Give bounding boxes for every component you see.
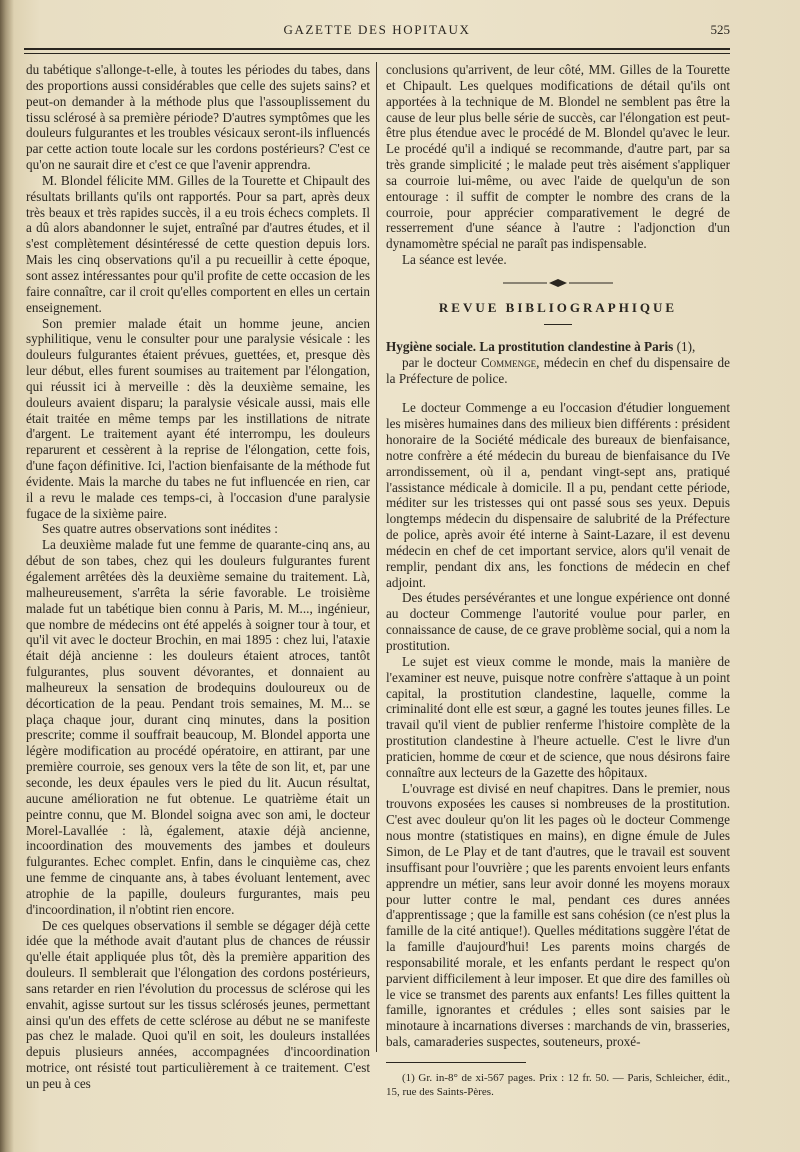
footnote-rule <box>386 1062 526 1063</box>
closing-line: La séance est levée. <box>402 252 507 268</box>
section-title: REVUE BIBLIOGRAPHIQUE <box>438 299 678 315</box>
paragraph: L'ouvrage est divisé en neuf chapitres. Dans le premier, nous trouvons exposées les causes si nombreuses de la prostitution. C'est avec douleur qu'on lit les pages où le docteur Commenge nous montre (statistiques en mains), en digne émule de Jules Simon, de Le Play et de tant d'autres, que le travail est souvent insuffisant pour l'ouvrière ; que les parents envoient leurs enfants apprendre un métier, sans leur avoir donné les moyens moraux pour lutter contre le mal, pendant ces dures années d'apprentissage ; que la famille est sans cohésion (ce n'est plus la famille de la cité antique!). Quelles méditations suggère l'état de la famille d'aujourd'hui! Les parents moins chargés de responsabilité morale, et les enfants perdant le respect qu'on parvient difficilement à leur imposer. Et que dire des familles où le vice se transmet des parents aux enfants! Les filles quittent la famille, ignorantes et crédules ; elles sont saisies par le minotaure à incarnations diverses : marchands de vin, brasseries, bals, camaraderies suspectes, souteneurs, proxé- <box>386 780 730 1050</box>
header-rule <box>24 48 730 50</box>
paragraph: Son premier malade était un homme jeune, ancien syphilitique, venu le consulter pour une paralysie vésicale : les douleurs fulgurantes étaient prévues, guettées, et, presque dès leur début, elles furent soumises au traitement par l'élongation, qui réussit ici à merveille : dès la deuxième semaine, les douleurs avaient disparu; la paralysie vésicale aussi, mais elle était traitée en même temps par les instillations de nitrate d'argent. Le traitement ayant été interrompu, les douleurs reparurent et cessèrent à la reprise de l'élongation, cette fois, d'une façon définitive. Ici, l'action bienfaisante de la méthode fut évidente. Mais la marche du tabes ne fut influencée en rien, car il a revu le malade ces temps-ci, à l'occasion d'une paralysie fugace de la sixième paire. <box>26 315 370 521</box>
book-spine-edge <box>0 0 14 1152</box>
left-column <box>26 62 370 1092</box>
right-column <box>386 62 730 1099</box>
author-name: Commenge <box>480 354 537 370</box>
header-rule-thin <box>24 53 730 54</box>
author-prefix: par le docteur <box>402 354 477 370</box>
footnote: (1) Gr. in-8° de xi-567 pages. Prix : 12 fr. 50. — Paris, Schleicher, édit., 15, rue des Saints-Pères. <box>386 1071 730 1098</box>
section-rule <box>544 324 572 325</box>
paragraph: La deuxième malade fut une femme de quarante-cinq ans, au début de son tabes, chez qui les douleurs fulgurantes furent également arrêtées dès la deuxième semaine du traitement. Là, malheureusement, s'arrêta la série favorable. Le troisième malade fut un tabétique bien connu à Paris, M. M..., ingénieur, que nombre de médecins ont été appelés à soigner tour à tour, et qu'il vit avec le docteur Brochin, en mai 1895 : chez lui, l'ataxie était déjà ancienne : les douleurs étaient atroces, tantôt fulgurantes, plus souvent dévorantes, et donnaient au malheureux la sensation de brodequins douloureux ou de décortication de la peau. Pendant trois semaines, M. M... se plaça chaque jour, durant cinq minutes, dans la position prescrite; comme il souffrait beaucoup, M. Blondel apporta une légère modification au procédé opératoire, en attirant, par une première courroie, ses genoux vers la tête de son lit, et, par une seconde, les deux épaules vers le pied du lit. Aucun résultat, aucune amélioration ne fut obtenue. Le quatrième était un peintre connu, que M. Blondel soigna avec son ami, le docteur Morel-Lavallée : là, également, ataxie déjà ancienne, incoordination des mouvements des jambes et douleurs fulgurantes. Echec complet. Enfin, dans le cinquième cas, chez une femme de cinquante ans, à tabes évoluant lentement, avec atrophie de la papille, douleurs furgurantes, mais peu d'incoordination, il n'obtint rien encore. <box>26 537 370 917</box>
paragraph: conclusions qu'arrivent, de leur côté, MM. Gilles de la Tourette et Chipault. Les quelques modifications de détail qu'ils ont apportées à la technique de M. Blondel ne semblent pas être la cause de leur plus belle série de succès, car l'élongation est peut-être plus étendue avec le procédé de M. Blondel qu'avec le leur. Le procédé qu'il a indiqué se recommande, d'autre part, par sa très grande simplicité ; le malade peut très aisément s'appliquer sa courroie lui-même, ou avec l'aide de quelqu'un de son entourage : il suffit de compter le nombre des crans de la courroie, pour apprécier comparativement le degré de resserrement d'une séance à l'autre : l'adjonction d'un dynamomètre spécial ne paraît pas indispensable. <box>386 62 730 252</box>
journal-title: GAZETTE DES HOPITAUX <box>283 22 471 37</box>
author-line <box>386 355 730 386</box>
book-reference <box>386 339 730 387</box>
author-role: , médecin en chef du dispensaire de la Préfecture de police. <box>386 354 731 386</box>
column-divider <box>376 62 377 1052</box>
paragraph: Ses quatre autres observations sont inédites : <box>42 521 278 537</box>
paragraph: M. Blondel félicite MM. Gilles de la Tourette et Chipault des résultats brillants qu'ils ont rapportés. Pour sa part, après deux très beaux et très rapides succès, il a eu trois échecs complets. Il a dû alors abandonner le sujet, entraîné par d'autres études, et il s'est complètement désintéressé de cette question depuis lors. Mais les cinq observations qu'il a pu recueillir à cette époque, sont assez intéressantes pour qu'il profite de cette occasion de les faire connaître, car il croit qu'elles comportent en elles un certain enseignement. <box>26 172 370 315</box>
paragraph: De ces quelques observations il semble se dégager déjà cette idée que la méthode avait d'autant plus de chances de réussir qu'elle était appliquée plus tôt, dès la première apparition des douleurs. Il semblerait que l'élongation des cordons postérieurs, sans retarder en rien l'évolution du processus de sclérose qui les envahit, agisse surtout sur les tissus sclérosés jeunes, permettant ainsi qu'un des effets de cette sclérose au début ne se manifeste pas chez le malade. Quoi qu'il en soit, les douleurs installées depuis plusieurs années, accompagnées d'incoordination motrice, ont résisté tout particulièrement à ce traitement. C'est un peu à ces <box>26 917 370 1091</box>
ornament-divider <box>386 276 730 286</box>
paragraph: du tabétique s'allonge-t-elle, à toutes les périodes du tabes, dans des proportions aussi considérables que celle des sujets sains? et peut-on demander à la méthode plus que l'assouplissement du tissu sclérosé à sa première période? D'autres symptômes que les douleurs fulgurantes et les troubles vésicaux seront-ils influencés par cette action toute locale sur les cordons postérieurs? C'est ce qu'on ne saurait dire et c'est ce que l'avenir apprendra. <box>26 62 370 173</box>
book-title: Hygiène sociale. La prostitution clandestine à Paris <box>386 338 674 354</box>
paragraph: Le sujet est vieux comme le monde, mais la manière de l'examiner est neuve, puisque notre confrère s'attaque à un point capital, la prostitution clandestine, laquelle, comme la criminalité dont elle est sœur, a gagné les toutes jeunes filles. Le travail qu'il vient de publier renferme l'histoire complète de la prostitution clandestine à l'heure actuelle. C'est le livre d'un praticien, homme de cœur et de science, que nous désirons faire connaître aux lecteurs de la Gazette des hôpitaux. <box>386 653 730 780</box>
running-header <box>24 22 730 42</box>
paragraph: Des études persévérantes et une longue expérience ont donné au docteur Commenge l'autorité voulue pour parler, en connaissance de cause, de ce grave problème social, qui a nom la prostitution. <box>386 590 730 653</box>
paragraph: Le docteur Commenge a eu l'occasion d'étudier longuement les misères humaines dans des milieux bien différents : président honoraire de la Société médicale des bureaux de bienfaisance, notre confrère a été médecin du bureau de bienfaisance du IVe arrondissement, où il a, pendant vingt-sept ans, pratiqué l'assistance médicale à domicile. Il a pu, pendant cette période, méditer sur les tristesses qui ont passé sous ses yeux. Depuis longtemps médecin du dispensaire de salubrité de la Préfecture de police, après avoir été interne à Saint-Lazare, il est devenu médecin en chef de cet important service, alors qu'il venait de remplir, pendant dix ans, les fonctions de médecin en chef adjoint. <box>386 400 730 590</box>
footnote-ref: (1), <box>676 338 696 354</box>
page-number: 525 <box>710 22 730 37</box>
